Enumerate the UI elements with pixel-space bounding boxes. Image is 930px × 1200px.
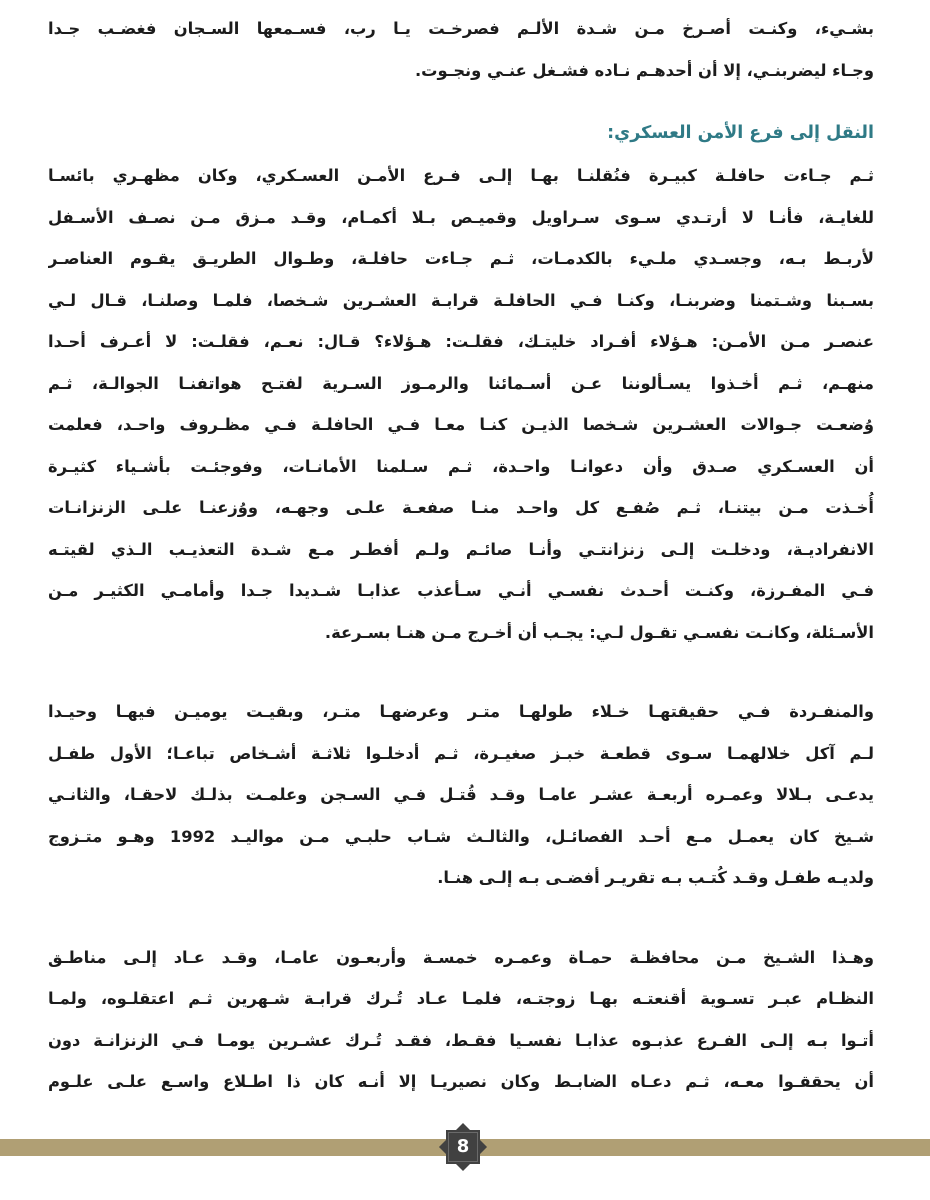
page-body: [48, 8, 874, 1103]
text-line: بشـيء، وكنـت أصـرخ مـن شـدة الألـم فصرخـت يـا رب، فسـمعها السـجان فغضـب جـدا: [48, 19, 874, 38]
text-line: وُضعـت جـوالات العشـرين شـخصا الذيـن كنـا معـا فـي الحافلـة فـي مظـروف واحـد، فعلمت: [48, 415, 874, 434]
text-line: لـم آكل خلالهمـا سـوى قطعـة خبـز صغيـرة، ثـم أدخلـوا ثلاثـة أشـخاص تباعـا؛ الأول طفـل: [48, 743, 874, 763]
text-line: النظـام عبـر تسـوية أقنعتـه بهـا زوجتـه، فلمـا عـاد تُـرك قرابـة شـهرين ثـم اعتقلـوه، ولمـا: [48, 989, 874, 1008]
text-line: للغايـة، فأنـا لا أرتـدي سـوى سـراويل وقميـص بـلا أكمـام، وقـد مـزق مـن نصـف الأسـفل: [48, 207, 874, 227]
page-number-badge: [437, 1121, 489, 1173]
paragraph-3: [48, 691, 874, 899]
text-line: منهـم، ثـم أخـذوا يسـألوننا عـن أسـمائنا والرمـوز السـرية لفتـح هواتفنـا الجوالـة، ثـم: [48, 373, 874, 393]
paragraph-2: [48, 155, 874, 653]
text-line: وجـاء ليضربنـي، إلا أن أحدهـم نـاده فشـغل عنـي ونجـوت.: [415, 60, 874, 80]
section-heading: النقل إلى فرع الأمن العسكري:: [607, 123, 874, 143]
text-line: والمنفـردة فـي حقيقتهـا خـلاء طولهـا متـر وعرضهـا متـر، وبقيـت يوميـن فيهـا وحيـدا: [48, 702, 874, 721]
text-line: أتـوا بـه إلـى الفـرع عذبـوه عذابـا نفسـيا فقـط، فقـد تُـرك عشـرين يومـا فـي الزنزانـة دون: [48, 1030, 874, 1050]
text-line: ثـم جـاءت حافلـة كبيـرة فنُقلنـا بهـا إلـى فـرع الأمـن العسـكري، وكان مظهـري بائسـا: [48, 166, 874, 185]
text-line: أن يحققـوا معـه، ثـم دعـاه الضابـط وكان نصيريـا إلا أنـه كان ذا اطـلاع واسـع علـى علـوم: [48, 1072, 874, 1091]
text-line: الانفراديـة، ودخلـت إلـى زنزانتـي وأنـا صائـم ولـم أفطـر مـع شـدة التعذيـب الـذي لقيتـه: [48, 539, 874, 559]
text-line: ولديـه طفـل وقـد كُتـب بـه تقريـر أفضـى بـه إلـى هنـا.: [437, 868, 874, 887]
text-line: شـيخ كان يعمـل مـع أحـد الفصائـل، والثالـث شـاب حلبـي مـن مواليـد 1992 وهـو متـزوج: [48, 826, 874, 846]
text-line: فـي المفـرزة، وكنـت أحـدث نفسـي أنـي سـأعذب عذابـا شـديدا جـدا وأمامـي الكثيـر مـن: [48, 581, 874, 600]
text-line: الأسـئلة، وكانـت نفسـي تقـول لـي: يجـب أن أخـرج مـن هنـا بسـرعة.: [324, 622, 874, 642]
text-line: عنصـر مـن الأمـن: هـؤلاء أفـراد خليتـك، فقلـت: هـؤلاء؟ قـال: نعـم، فقلـت: لا أعـرف أحـدا: [48, 332, 874, 351]
text-line: أُخـذت مـن بيتنـا، ثـم صُفـع كل واحـد منـا صفعـة علـى وجهـه، ووُزعنـا علـى الزنزانـات: [48, 498, 874, 517]
paragraph-4: [48, 937, 874, 1103]
text-line: أن العسـكري صـدق وأن دعوانـا واحـدة، ثـم سـلمنا الأمانـات، وفوجئـت بأشـياء كثيـرة: [48, 456, 874, 476]
text-line: بسـبنا وشـتمنا وضربنـا، وكنـا فـي الحافلـة قرابـة العشـرين شـخصا، فلمـا وصلنـا، قـال لـي: [48, 290, 874, 310]
text-line: لأربـط بـه، وجسـدي ملـيء بالكدمـات، ثـم جـاءت حافلـة، وطـوال الطريـق يقـوم العناصـر: [48, 249, 874, 268]
page-number: 8: [456, 1136, 470, 1157]
paragraph-1: [48, 8, 874, 91]
text-line: يدعـى بـلالا وعمـره أربعـة عشـر عامـا وقـد قُتـل فـي السـجن وعلمـت بذلـك لاحقـا، والثانـي: [48, 785, 874, 804]
text-line: وهـذا الشـيخ مـن محافظـة حمـاة وعمـره خمسـة وأربعـون عامـا، وقـد عـاد إلـى مناطـق: [48, 947, 874, 967]
